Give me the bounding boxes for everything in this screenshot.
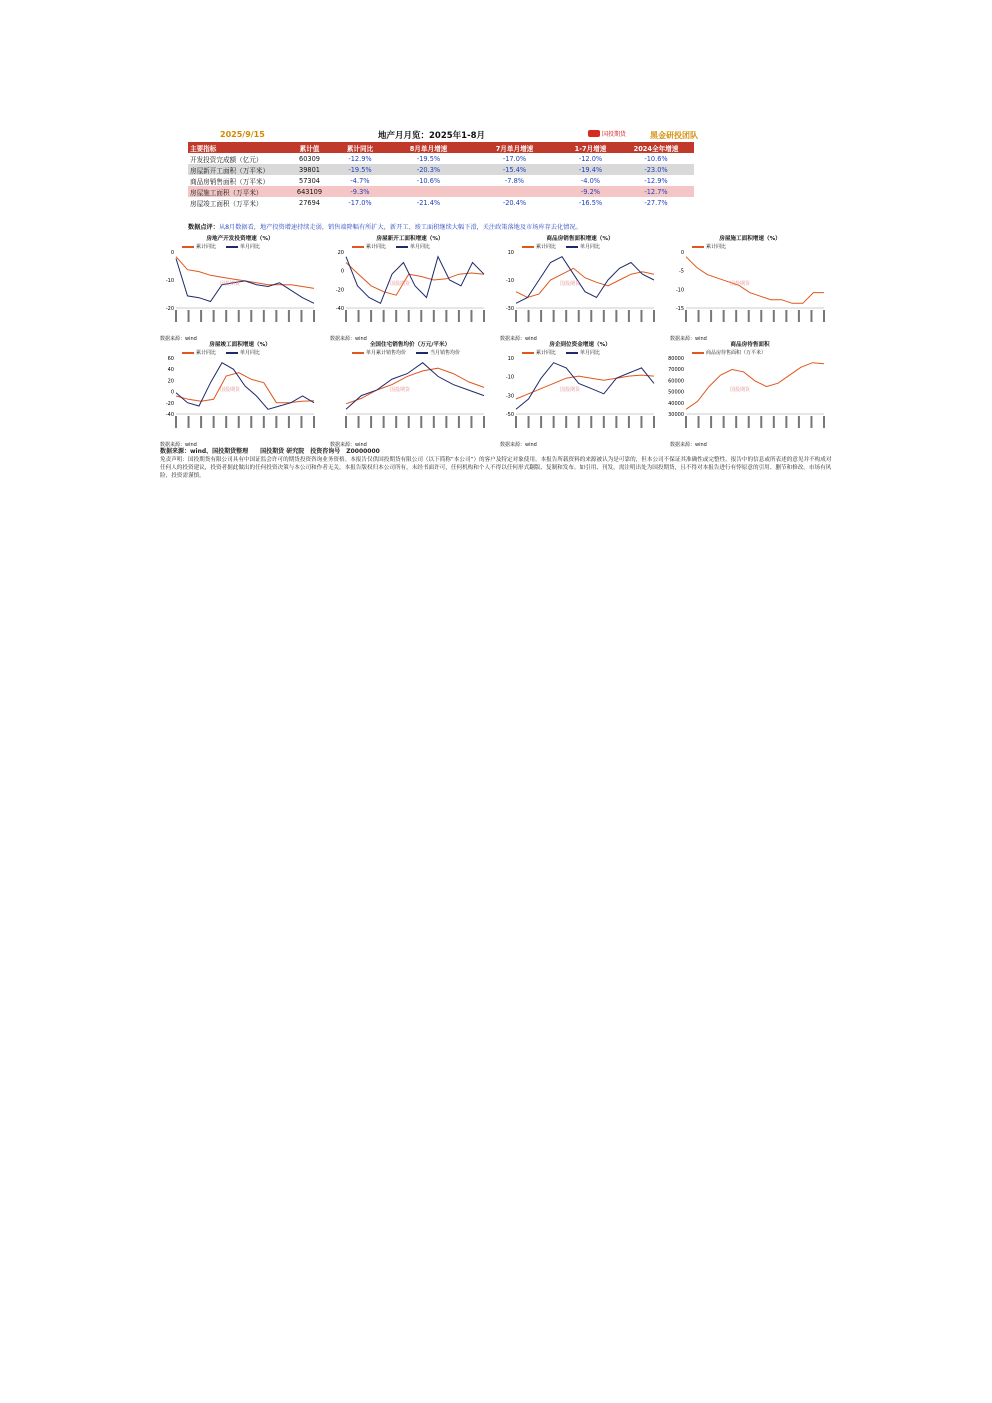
x-tick-label <box>408 416 410 428</box>
x-tick-label <box>685 310 687 322</box>
chart-title: 房企到位资金增速（%） <box>549 342 611 348</box>
x-tick-label <box>603 416 605 428</box>
x-tick-label <box>313 310 315 322</box>
x-tick-label <box>628 416 630 428</box>
x-tick-label <box>188 416 190 428</box>
y-tick-label: 10 <box>507 356 514 362</box>
indicator-table <box>188 142 694 208</box>
x-tick-label <box>370 416 372 428</box>
x-tick-label <box>263 310 265 322</box>
x-tick-label <box>458 416 460 428</box>
series-line-2 <box>346 257 484 304</box>
x-tick-label <box>640 310 642 322</box>
x-tick-label <box>735 416 737 428</box>
watermark: 国投期货 <box>560 281 581 287</box>
x-tick-label <box>773 416 775 428</box>
x-tick-label <box>823 310 825 322</box>
x-tick-label <box>785 416 787 428</box>
x-tick-label <box>515 416 517 428</box>
x-tick-label <box>810 310 812 322</box>
table-header: 8月单月增速 <box>391 142 466 153</box>
table-row: 开发投资完成额（亿元） 60309 -12.9% -19.5% -17.0% -12.0% -10.6% <box>190 154 668 164</box>
watermark: 国投期货 <box>390 281 411 287</box>
x-tick-label <box>420 310 422 322</box>
y-tick-label: 40000 <box>668 400 684 407</box>
x-tick-label <box>483 416 485 428</box>
x-tick-label <box>653 416 655 428</box>
chart-source: 数据来源：wind <box>500 442 537 448</box>
y-tick-label: 30000 <box>668 412 684 418</box>
report-sheet <box>160 128 836 479</box>
chart-source: 数据来源：wind <box>670 442 707 448</box>
x-tick-label <box>275 416 277 428</box>
y-tick-label: 60000 <box>668 378 684 385</box>
table-header: 累计同比 <box>329 142 391 153</box>
table-row: 房屋施工面积（万平米） 643109 -9.3% -9.2% -12.7% <box>188 186 694 197</box>
legend-item: 累计同比 <box>692 243 726 250</box>
x-tick-label <box>640 416 642 428</box>
x-tick-label <box>483 310 485 322</box>
y-tick-label: -15 <box>675 306 684 312</box>
x-tick-label <box>798 310 800 322</box>
x-tick-label <box>470 310 472 322</box>
x-tick-label <box>553 416 555 428</box>
y-tick-label: -10 <box>165 278 174 284</box>
report-title: 地产月月览：2025年1-8月 <box>378 131 486 141</box>
chart-4 <box>670 234 830 342</box>
x-tick-label <box>238 310 240 322</box>
table-header: 1-7月增速 <box>563 142 618 153</box>
y-tick-label: -5 <box>679 268 684 275</box>
watermark: 国投期货 <box>560 387 581 393</box>
x-tick-label <box>345 416 347 428</box>
y-tick-label: -20 <box>165 306 174 312</box>
table-row: 房屋竣工面积（万平米） 27694 -17.0% -21.4% -20.4% -16.5% -27.7% <box>190 198 668 208</box>
chart-title: 房屋施工面积增速（%） <box>719 236 781 242</box>
y-tick-label: -10 <box>675 287 684 294</box>
series-line-1 <box>686 363 824 410</box>
y-tick-label: 0 <box>170 250 174 256</box>
x-tick-label <box>698 416 700 428</box>
x-tick-label <box>578 416 580 428</box>
chart-source: 数据来源：wind <box>670 336 707 342</box>
y-tick-label: 0 <box>340 268 344 275</box>
x-tick-label <box>653 310 655 322</box>
legend-item: 累计同比 <box>182 349 216 356</box>
x-tick-label <box>553 310 555 322</box>
y-tick-label: 0 <box>170 389 174 396</box>
y-tick-label: 70000 <box>668 367 684 374</box>
table-header: 主要指标 <box>188 142 290 153</box>
x-tick-label <box>445 416 447 428</box>
x-tick-label <box>515 310 517 322</box>
y-tick-label: 80000 <box>668 356 684 362</box>
chart-5 <box>160 340 320 448</box>
legend-item: 当月销售均价 <box>416 349 460 356</box>
table-header: 累计值 <box>290 142 329 153</box>
x-tick-label <box>225 416 227 428</box>
legend-item: 累计同比 <box>522 349 556 356</box>
y-tick-label: 20 <box>337 250 344 256</box>
x-tick-label <box>578 310 580 322</box>
x-tick-label <box>685 416 687 428</box>
x-tick-label <box>540 310 542 322</box>
x-tick-label <box>760 310 762 322</box>
x-tick-label <box>458 310 460 322</box>
x-tick-label <box>383 310 385 322</box>
x-tick-label <box>528 310 530 322</box>
x-tick-label <box>565 310 567 322</box>
x-tick-label <box>225 310 227 322</box>
x-tick-label <box>710 310 712 322</box>
chart-3 <box>500 234 660 342</box>
chart-title: 全国住宅销售均价（万元/平米） <box>369 342 451 348</box>
footer-source: 数据来源：wind、国投期货整理 国投期货 研究院 投资咨询号 Z0000000 <box>160 448 380 455</box>
x-tick-label <box>590 310 592 322</box>
report-header <box>160 128 836 142</box>
x-tick-label <box>288 310 290 322</box>
x-tick-label <box>275 310 277 322</box>
x-tick-label <box>723 416 725 428</box>
y-tick-label: -40 <box>165 412 174 418</box>
legend-item: 单月同比 <box>566 349 600 356</box>
x-tick-label <box>188 310 190 322</box>
x-tick-label <box>565 416 567 428</box>
chart-title: 房地产开发投资增速（%） <box>206 236 274 242</box>
chart-title: 商品房销售面积增速（%） <box>546 236 614 242</box>
chart-2 <box>330 234 490 342</box>
x-tick-label <box>540 416 542 428</box>
y-tick-label: -10 <box>505 278 514 284</box>
series-line-1 <box>176 257 314 289</box>
x-tick-label <box>383 416 385 428</box>
x-tick-label <box>358 416 360 428</box>
x-tick-label <box>395 416 397 428</box>
x-tick-label <box>433 310 435 322</box>
series-line-1 <box>686 257 824 304</box>
x-tick-label <box>200 416 202 428</box>
x-tick-label <box>420 416 422 428</box>
x-tick-label <box>175 310 177 322</box>
x-tick-label <box>300 310 302 322</box>
table-row: 商品房销售面积（万平米） 57304 -4.7% -10.6% -7.8% -4.0% -12.9% <box>190 176 668 186</box>
chart-6 <box>330 340 490 448</box>
x-tick-label <box>213 310 215 322</box>
x-tick-label <box>723 310 725 322</box>
x-tick-label <box>710 416 712 428</box>
y-tick-label: -10 <box>505 374 514 381</box>
chart-title: 商品房待售面积 <box>730 342 770 348</box>
report-footer <box>160 448 836 480</box>
table-row: 房屋新开工面积（万平米） 39801 -19.5% -20.3% -15.4% -19.4% -23.0% <box>188 164 694 175</box>
x-tick-label <box>213 416 215 428</box>
x-tick-label <box>615 310 617 322</box>
x-tick-label <box>748 310 750 322</box>
chart-1 <box>160 234 320 342</box>
x-tick-label <box>313 416 315 428</box>
x-tick-label <box>445 310 447 322</box>
x-tick-label <box>238 416 240 428</box>
x-tick-label <box>300 416 302 428</box>
x-tick-label <box>395 310 397 322</box>
legend-item: 单月同比 <box>226 349 260 356</box>
x-tick-label <box>263 416 265 428</box>
legend-item: 单月同比 <box>396 243 430 250</box>
series-line-2 <box>516 363 654 410</box>
y-tick-label: -30 <box>505 306 514 312</box>
chart-8 <box>670 340 830 448</box>
x-tick-label <box>798 416 800 428</box>
x-tick-label <box>288 416 290 428</box>
chart-source: 数据来源：wind <box>330 442 367 448</box>
chart-source: 数据来源：wind <box>330 336 367 342</box>
x-tick-label <box>250 416 252 428</box>
x-tick-label <box>735 310 737 322</box>
chart-source: 数据来源：wind <box>500 336 537 342</box>
y-tick-label: -30 <box>505 393 514 400</box>
legend-item: 单月同比 <box>226 243 260 250</box>
x-tick-label <box>470 416 472 428</box>
x-tick-label <box>810 416 812 428</box>
table-header: 2024全年增速 <box>618 142 694 153</box>
watermark: 国投期货 <box>730 281 751 287</box>
series-line-1 <box>176 373 314 403</box>
series-line-1 <box>516 375 654 399</box>
x-tick-label <box>433 416 435 428</box>
report-date: 2025/9/15 <box>220 130 265 139</box>
legend-item: 累计同比 <box>352 243 386 250</box>
series-line-1 <box>346 263 484 296</box>
legend-item: 累计同比 <box>522 243 556 250</box>
x-tick-label <box>358 310 360 322</box>
y-tick-label: -50 <box>505 412 514 418</box>
x-tick-label <box>528 416 530 428</box>
chart-7 <box>500 340 660 448</box>
x-tick-label <box>370 310 372 322</box>
x-tick-label <box>603 310 605 322</box>
legend-item: 单月累计销售均价 <box>352 349 406 356</box>
y-tick-label: -40 <box>335 306 344 312</box>
y-tick-label: -20 <box>335 287 344 294</box>
y-tick-label: 40 <box>167 367 174 374</box>
x-tick-label <box>698 310 700 322</box>
chart-title: 房屋竣工面积增速（%） <box>209 342 271 348</box>
y-tick-label: 60 <box>167 356 174 362</box>
x-tick-label <box>823 416 825 428</box>
team-name: 黑金研投团队 <box>650 131 698 140</box>
legend-item: 商品房待售面积（万平米） <box>692 349 766 356</box>
watermark: 国投期货 <box>390 387 411 393</box>
disclaimer: 免责声明：国投期货有限公司具有中国证监会许可的期货投资咨询业务资格。本报告仅供国投期货有限公司（以下简称“本公司”）的客户及特定对象使用。本报告所载资料的来源被认为是可靠的，但本公司不保证其准确性或完整性。报告中的信息或所表述的意见并不构成对任何人的投资建议，投资者据此做出的任何投资决策与本公司和作者无关。本报告版权归本公司所有，未经书面许可，任何机构和个人不得以任何形式翻版、复制和发布。如引用、刊发，需注明出处为国投期货，且不得对本报告进行有悖原意的引用、删节和修改。市场有风险，投资需谨慎。 <box>160 457 832 479</box>
y-tick-label: 20 <box>167 378 174 385</box>
watermark: 国投期货 <box>730 387 751 393</box>
company-logo: 国投期货 <box>588 129 626 138</box>
x-tick-label <box>175 416 177 428</box>
logo-mark-icon <box>588 130 600 137</box>
chart-source: 数据来源：wind <box>160 442 197 448</box>
data-comment: 数据点评：从8月数据看，地产投资增速持续走弱，销售端降幅有所扩大，新开工、竣工面积继续大幅下滑，关注政策落地及市场库存去化情况。 <box>188 224 582 231</box>
x-tick-label <box>590 416 592 428</box>
series-line-2 <box>516 257 654 304</box>
x-tick-label <box>408 310 410 322</box>
series-line-2 <box>176 259 314 304</box>
y-tick-label: 0 <box>680 250 684 256</box>
chart-title: 房屋新开工面积增速（%） <box>376 236 444 242</box>
series-line-2 <box>346 363 484 410</box>
y-tick-label: 50000 <box>668 389 684 396</box>
x-tick-label <box>250 310 252 322</box>
legend-item: 累计同比 <box>182 243 216 250</box>
x-tick-label <box>200 310 202 322</box>
legend-item: 单月同比 <box>566 243 600 250</box>
chart-source: 数据来源：wind <box>160 336 197 342</box>
x-tick-label <box>615 416 617 428</box>
x-tick-label <box>748 416 750 428</box>
series-line-1 <box>346 368 484 404</box>
y-tick-label: -20 <box>165 400 174 407</box>
watermark: 国投期货 <box>220 387 241 393</box>
table-header-row <box>188 142 694 153</box>
x-tick-label <box>345 310 347 322</box>
x-tick-label <box>785 310 787 322</box>
watermark: 国投期货 <box>220 281 241 287</box>
x-tick-label <box>628 310 630 322</box>
y-tick-label: 10 <box>507 250 514 256</box>
table-header: 7月单月增速 <box>466 142 563 153</box>
x-tick-label <box>760 416 762 428</box>
x-tick-label <box>773 310 775 322</box>
